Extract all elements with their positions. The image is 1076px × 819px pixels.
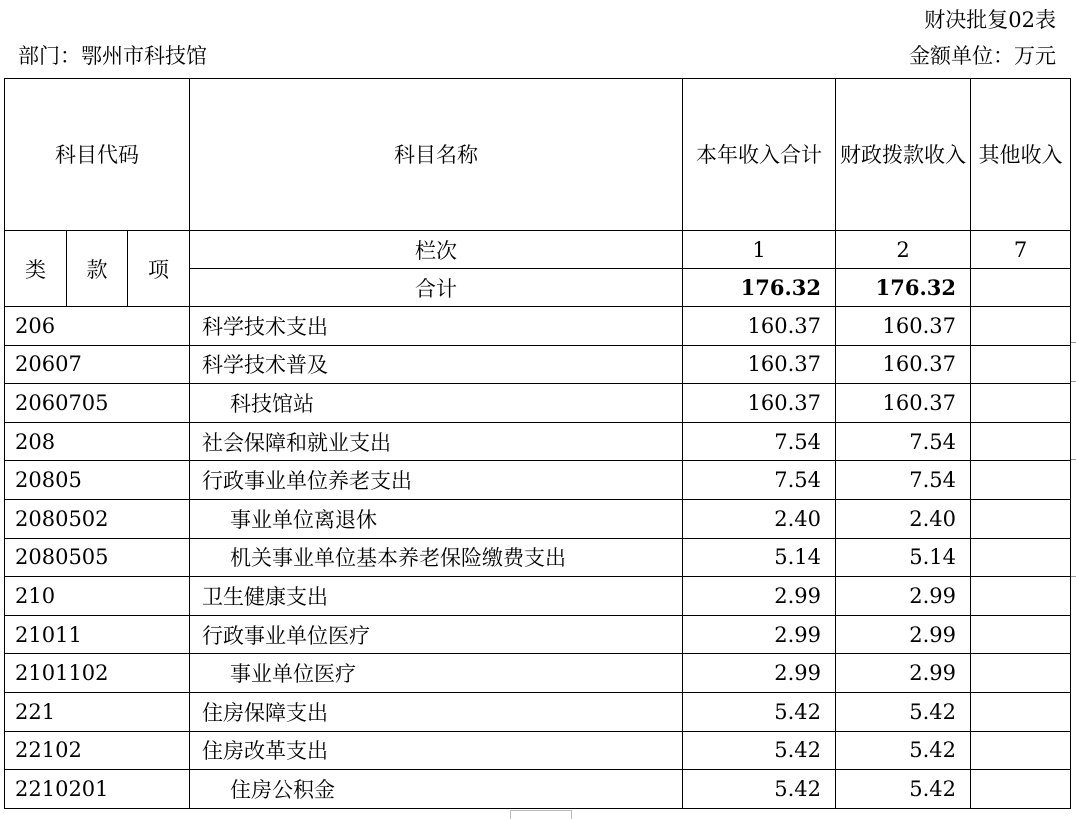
row-total-income: 7.54 bbox=[683, 422, 836, 461]
row-total-income: 160.37 bbox=[683, 307, 836, 346]
row-code: 20805 bbox=[5, 461, 190, 500]
row-other bbox=[971, 538, 1071, 577]
row-total-income: 160.37 bbox=[683, 345, 836, 384]
header-code: 科目代码 bbox=[5, 79, 190, 231]
margin-mark bbox=[1071, 342, 1076, 343]
row-code: 21011 bbox=[5, 615, 190, 654]
row-name: 事业单位医疗 bbox=[190, 654, 683, 693]
row-code: 210 bbox=[5, 577, 190, 616]
row-other bbox=[971, 615, 1071, 654]
row-name: 事业单位离退休 bbox=[190, 499, 683, 538]
row-code: 2210201 bbox=[5, 770, 190, 809]
row-code: 221 bbox=[5, 692, 190, 731]
header-lei: 类 bbox=[5, 231, 67, 307]
header-name: 科目名称 bbox=[190, 79, 683, 231]
row-code: 2080505 bbox=[5, 538, 190, 577]
table-row bbox=[5, 577, 1071, 616]
row-fiscal: 5.42 bbox=[836, 770, 971, 809]
row-fiscal: 160.37 bbox=[836, 384, 971, 423]
row-name: 社会保障和就业支出 bbox=[190, 422, 683, 461]
row-fiscal: 5.42 bbox=[836, 692, 971, 731]
table-row bbox=[5, 307, 1071, 346]
table-row bbox=[5, 731, 1071, 770]
row-other bbox=[971, 654, 1071, 693]
index-fiscal: 2 bbox=[836, 231, 971, 269]
row-other bbox=[971, 384, 1071, 423]
row-total-income: 2.40 bbox=[683, 499, 836, 538]
margin-mark bbox=[1071, 459, 1076, 460]
row-total-income: 2.99 bbox=[683, 615, 836, 654]
table-row bbox=[5, 770, 1071, 809]
row-other bbox=[971, 307, 1071, 346]
row-name: 行政事业单位医疗 bbox=[190, 615, 683, 654]
row-other bbox=[971, 345, 1071, 384]
row-code: 2060705 bbox=[5, 384, 190, 423]
row-total-income: 5.14 bbox=[683, 538, 836, 577]
table-row bbox=[5, 654, 1071, 693]
row-code: 208 bbox=[5, 422, 190, 461]
table-row bbox=[5, 422, 1071, 461]
table-row bbox=[5, 538, 1071, 577]
row-total-income: 5.42 bbox=[683, 770, 836, 809]
index-row bbox=[5, 231, 1071, 269]
total-label: 合计 bbox=[190, 269, 683, 307]
row-fiscal: 5.42 bbox=[836, 731, 971, 770]
row-total-income: 160.37 bbox=[683, 384, 836, 423]
row-name: 科学技术普及 bbox=[190, 345, 683, 384]
row-code: 2080502 bbox=[5, 499, 190, 538]
table-row bbox=[5, 692, 1071, 731]
row-other bbox=[971, 499, 1071, 538]
row-name: 住房公积金 bbox=[190, 770, 683, 809]
total-other-value bbox=[971, 269, 1071, 307]
header-total-income: 本年收入合计 bbox=[683, 79, 836, 231]
row-fiscal: 2.40 bbox=[836, 499, 971, 538]
row-code: 22102 bbox=[5, 731, 190, 770]
row-other bbox=[971, 692, 1071, 731]
row-fiscal: 160.37 bbox=[836, 307, 971, 346]
row-code: 20607 bbox=[5, 345, 190, 384]
table-row bbox=[5, 615, 1071, 654]
row-other bbox=[971, 770, 1071, 809]
margin-mark bbox=[1071, 576, 1076, 577]
row-name: 住房保障支出 bbox=[190, 692, 683, 731]
row-other bbox=[971, 731, 1071, 770]
row-fiscal: 7.54 bbox=[836, 422, 971, 461]
table-row bbox=[5, 499, 1071, 538]
total-fiscal-value: 176.32 bbox=[836, 269, 971, 307]
row-name: 科技馆站 bbox=[190, 384, 683, 423]
header-kuan: 款 bbox=[67, 231, 128, 307]
row-fiscal: 2.99 bbox=[836, 615, 971, 654]
row-total-income: 7.54 bbox=[683, 461, 836, 500]
row-fiscal: 5.14 bbox=[836, 538, 971, 577]
row-total-income: 2.99 bbox=[683, 654, 836, 693]
table-row bbox=[5, 384, 1071, 423]
row-total-income: 2.99 bbox=[683, 577, 836, 616]
row-code: 206 bbox=[5, 307, 190, 346]
row-name: 卫生健康支出 bbox=[190, 577, 683, 616]
table-header-row bbox=[5, 79, 1071, 231]
index-total: 1 bbox=[683, 231, 836, 269]
row-total-income: 5.42 bbox=[683, 692, 836, 731]
row-fiscal: 7.54 bbox=[836, 461, 971, 500]
income-table bbox=[4, 78, 1071, 809]
row-index-label: 栏次 bbox=[190, 231, 683, 269]
row-fiscal: 160.37 bbox=[836, 345, 971, 384]
row-fiscal: 2.99 bbox=[836, 577, 971, 616]
header-other: 其他收入 bbox=[971, 79, 1071, 231]
department-label: 部门：鄂州市科技馆 bbox=[18, 44, 207, 68]
row-name: 机关事业单位基本养老保险缴费支出 bbox=[190, 538, 683, 577]
header-fiscal: 财政拨款收入 bbox=[836, 79, 971, 231]
row-other bbox=[971, 577, 1071, 616]
header-xiang: 项 bbox=[128, 231, 190, 307]
row-name: 住房改革支出 bbox=[190, 731, 683, 770]
row-total-income: 5.42 bbox=[683, 731, 836, 770]
table-row bbox=[5, 345, 1071, 384]
row-other bbox=[971, 461, 1071, 500]
unit-label: 金额单位：万元 bbox=[909, 44, 1056, 68]
row-other bbox=[971, 422, 1071, 461]
row-code: 2101102 bbox=[5, 654, 190, 693]
row-fiscal: 2.99 bbox=[836, 654, 971, 693]
form-id: 财决批复02表 bbox=[924, 8, 1056, 32]
row-name: 行政事业单位养老支出 bbox=[190, 461, 683, 500]
total-income-value: 176.32 bbox=[683, 269, 836, 307]
index-other: 7 bbox=[971, 231, 1071, 269]
table-row bbox=[5, 461, 1071, 500]
margin-mark bbox=[1071, 381, 1076, 382]
row-name: 科学技术支出 bbox=[190, 307, 683, 346]
